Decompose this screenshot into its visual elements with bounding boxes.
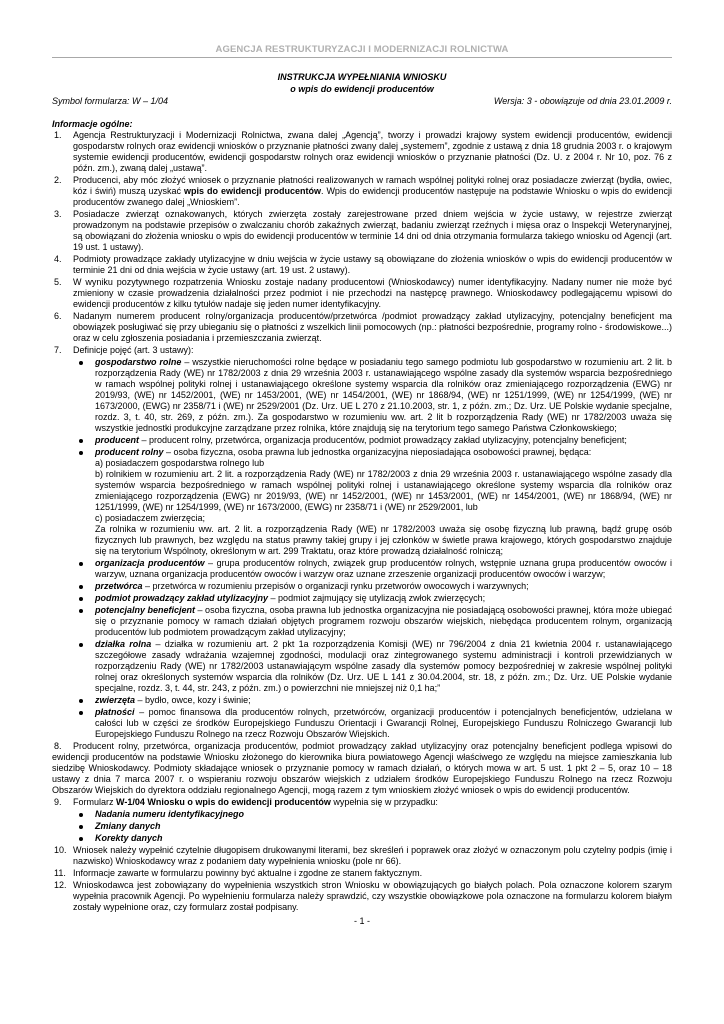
case-korekty-danych bbox=[52, 833, 672, 844]
definition-term: potencjalny beneficjent bbox=[95, 605, 196, 615]
definition-podmiot-utylizacyjny bbox=[52, 593, 672, 604]
definition-term: organizacja producentów bbox=[95, 558, 205, 568]
item-number: 8. bbox=[54, 741, 62, 751]
definition-term: gospodarstwo rolne bbox=[95, 357, 182, 367]
item-text: wypełnia się w przypadku: bbox=[330, 797, 438, 807]
bullet-icon bbox=[79, 451, 83, 455]
definition-term: płatności bbox=[95, 707, 135, 717]
list-item-10 bbox=[52, 845, 672, 867]
definition-potencjalny-beneficjent bbox=[52, 605, 672, 638]
form-meta-row bbox=[52, 96, 672, 107]
case-label: Zmiany danych bbox=[95, 821, 161, 831]
definition-subpoint-a: a) posiadaczem gospodarstwa rolnego lub bbox=[95, 458, 265, 468]
definition-text: – bydło, owce, kozy i świnie; bbox=[135, 695, 251, 705]
bullet-icon bbox=[79, 585, 83, 589]
item-text: Nadanym numerem producent rolny/organizacja producentów/przetwórca /podmiot prowadzący zakład utylizacyjny, potencjalny beneficjent ma obowiązek posługiwać się przy ubieganiu się o płatności z wszelkich linii pomocowych (np.: płatności bezpośrednie, programy rolno - środowiskowe...) oraz w celu zgłoszenia posiadania i przemieszczania zwierząt. bbox=[73, 311, 672, 343]
definition-producent-rolny bbox=[52, 447, 672, 557]
definition-text: – osoba fizyczna, osoba prawna lub jednostka organizacyjna nie posiadającą osobowości prawnej, która może ubiegać się o przyznanie pomocy w ramach działań objętych programem rozwoju obszarów wiejskich, niebędąca producentem rolnym, organizacją producentów lub podmiotem prowadzącym zakład utylizacyjny; bbox=[95, 605, 672, 637]
bullet-icon bbox=[79, 699, 83, 703]
definition-term: zwierzęta bbox=[95, 695, 136, 705]
list-item-4 bbox=[52, 254, 672, 276]
item-number: 7. bbox=[54, 345, 62, 355]
document-title: INSTRUKCJA WYPEŁNIANIA WNIOSKU bbox=[277, 72, 447, 82]
bullet-icon bbox=[79, 597, 83, 601]
case-label: Korekty danych bbox=[95, 833, 163, 843]
item-text: W wyniku pozytywnego rozpatrzenia Wniosku zostaje nadany producentowi (Wnioskodawcy) numer identyfikacyjny. Nadany numer nie może być zmieniony w czasie prowadzenia działalności przez podmiot i nie przechodzi na następcę prawnego. Wnioskodawcy podlegającemu wpisowi do ewidencji producentów z kilku tytułów nadaje się jeden numer identyfikacyjny. bbox=[73, 277, 672, 309]
definition-text: – wszystkie nieruchomości rolne będące w posiadaniu tego samego podmiotu lub gospodarstwo w rozumieniu art. 2 lit. b rozporządzenia Rady (WE) nr 1782/2003 z dnia 29 września 2003 r. ustanawiającego wspólne zasady dla systemów wsparcia bezpośredniego w ramach wspólnej polityki rolnej i ustanawiającego określone systemy wsparcia dla rolników oraz zmieniającego rozporządzenia (EWG) nr 2019/93, (WE) nr 1452/2001, (WE) nr 1453/2001, (WE) nr 1454/2001, (WE) nr 1868/94, (WE) nr 1251/1999, (WE) nr 1254/1999, (WE) nr 1673/2000, (EWG) nr 2358/71 i (WE) nr 2529/2001 (Dz. Urz. UE L 270 z 21.10.2003, str. 1, z późn. zm.; Dz. Urz. UE Polskie wydanie specjalne, rozdz. 3, t. 40, str. 269, z późn. zm.). Za gospodarstwo w rozumieniu ww. art. 2 lit b rozporządzenia Rady (WE) nr 1782/2003 uważa się wszystkie jednostki produkcyjne zarządzane przez rolnika, które znajdują się na terytorium tego samego Państwa Członkowskiego; bbox=[95, 357, 672, 433]
definition-producent bbox=[52, 435, 672, 446]
item-number: 1. bbox=[54, 130, 62, 140]
item-text: Agencja Restrukturyzacji i Modernizacji Rolnictwa, zwana dalej „Agencją”, tworzy i prowadzi krajowy system ewidencji producentów, ewidencji gospodarstw rolnych oraz ewidencji wniosków o przyznanie płatności zwany dalej „systemem”, zgodnie z ustawą z dnia 18 grudnia 2003 r. o krajowym systemie ewidencji producentów, ewidencji gospodarstw rolnych oraz ewidencji wniosków o przyznanie płatności (Dz. U. z 2004 r. Nr 10, poz. 76 z późn. zm.), zwaną dalej „ustawą”. bbox=[73, 130, 672, 173]
definition-subpoint-b: b) rolnikiem w rozumieniu art. 2 lit. a rozporządzenia Rady (WE) nr 1782/2003 z dnia 29 września 2003 r. ustanawiającego wspólne zasady dla systemów wsparcia bezpośredniego w ramach wspólnej polityki rolnej i ustanawiającego określone systemy wsparcia dla rolników oraz zmieniającego rozporządzenia (EWG) nr 2019/93, (WE) nr 1452/2001, (WE) nr 1453/2001, (WE) nr 1454/2001, (WE) nr 1868/94, (WE) nr 1251/1999, (WE) nr 1254/1999, (WE) nr 1673/2000, (EWG) nr 2358/71 i (WE) nr 2529/2001, lub bbox=[95, 469, 672, 512]
bullet-icon bbox=[79, 609, 83, 613]
item-text-bold: W-1/04 Wniosku o wpis do ewidencji producentów bbox=[116, 797, 331, 807]
item-number: 12. bbox=[54, 880, 67, 890]
document-body bbox=[52, 119, 672, 927]
definition-subpoint-c: c) posiadaczem zwierzęcia; bbox=[95, 513, 206, 523]
list-item-11 bbox=[52, 868, 672, 879]
definition-term: działka rolna bbox=[95, 639, 152, 649]
definition-text: – producent rolny, przetwórca, organizacja producentów, podmiot prowadzący zakład utylizacyjny, potencjalny beneficjent; bbox=[139, 435, 627, 445]
definition-dzialka-rolna bbox=[52, 639, 672, 694]
definition-platnosci bbox=[52, 707, 672, 740]
definition-przetworca bbox=[52, 581, 672, 592]
item-text: Producenci, aby móc złożyć wniosek o przyznanie płatności realizowanych w ramach wspólnej polityki rolnej oraz posiadacze zwierząt (bydła, owiec, kóz i świń) muszą uzyskać bbox=[73, 175, 672, 196]
item-text: Definicje pojęć (art. 3 ustawy): bbox=[73, 345, 194, 355]
definition-term: podmiot prowadzący zakład utylizacyjny bbox=[95, 593, 269, 603]
definition-term: przetwórca bbox=[95, 581, 143, 591]
item-number: 3. bbox=[54, 209, 62, 219]
bullet-icon bbox=[79, 825, 83, 829]
bullet-icon bbox=[79, 837, 83, 841]
item-number: 6. bbox=[54, 311, 62, 321]
item-text: Posiadacze zwierząt oznakowanych, których zwierzęta zostały zarejestrowane przed dniem wejścia w życie ustawy, w rejestrze zwierząt prowadzonym na podstawie przepisów o zwalczaniu chorób zakaźnych zwierząt, badaniu zwierząt rzeźnych i mięsa oraz o Inspekcji Weterynaryjnej, są obowiązani do złożenia wniosku o wpis do ewidencji producentów w terminie 14 dni od dnia otrzymania formularza takiego wniosku od Agencji (art. 19 ust. 1 ustawy). bbox=[73, 209, 672, 252]
item-number: 10. bbox=[54, 845, 67, 855]
item-number: 4. bbox=[54, 254, 62, 264]
list-item-7 bbox=[52, 345, 672, 356]
item-text: . Wpis do ewidencji producentów następuje na podstawie Wniosku o wpis do ewidencji producentów zwanego dalej „Wnioskiem”. bbox=[73, 186, 672, 207]
list-item-12 bbox=[52, 880, 672, 913]
list-item-1 bbox=[52, 130, 672, 174]
header-rule bbox=[52, 57, 672, 58]
list-item-3 bbox=[52, 209, 672, 253]
definition-gospodarstwo-rolne bbox=[52, 357, 672, 434]
definition-text: – pomoc finansowa dla producentów rolnych, przetwórców, organizacji producentów i potencjalnych beneficjentów, udzielana w całości lub w części ze środków Europejskiego Funduszu Orientacji i Gwarancji Rolnej, Europejskiego Funduszu Rolniczego Gwarancji lub Europejskiego Funduszu Rolnego na rzecz Rozwoju Obszarów Wiejskich. bbox=[95, 707, 672, 739]
definition-text: – podmiot zajmujący się utylizacją zwłok zwierzęcych; bbox=[268, 593, 486, 603]
list-item-9 bbox=[52, 797, 672, 808]
definition-text: – działka w rozumieniu art. 2 pkt 1a rozporządzenia Komisji (WE) nr 796/2004 z dnia 21 kwietnia 2004 r. ustanawiającego szczegółowe zasady wdrażania wzajemnej zgodności, modulacji oraz zintegrowanego systemu administracji i kontroli przewidzianych w rozporządzeniu Rady (WE) nr 1782/2003 ustanawiającym wspólne zasady dla systemów pomocy bezpośredniej w zakresie wspólnej polityki rolnej oraz określonych systemów wsparcia dla rolników (Dz. Urz. UE L 141 z 30.04.2004, str. 18, z późn. zm.; Dz. Urz. UE Polskie wydanie specjalne, rozdz. 3, t. 44, str. 243, z późn. zm.) o powierzchni nie mniejszej niż 0,1 ha;” bbox=[95, 639, 672, 693]
definition-zwierzeta bbox=[52, 695, 672, 706]
definition-organizacja-producentow bbox=[52, 558, 672, 580]
form-symbol: Symbol formularza: W – 1/04 bbox=[52, 96, 169, 106]
item-number: 2. bbox=[54, 175, 62, 185]
case-nadania-numeru bbox=[52, 809, 672, 820]
bullet-icon bbox=[79, 813, 83, 817]
definition-note: Za rolnika w rozumieniu ww. art. 2 lit. a rozporządzenia Rady (WE) nr 1782/2003 uważa się osobę fizyczną lub prawną, bądź grupę osób fizycznych lub prawnych, bez względu na status prawny takiej grupy i jej członków w świetle prawa krajowego, których gospodarstwo znajduje się na terytorium Wspólnoty, określonym w art. 299 Traktatu, oraz które prowadzą działalność rolniczą; bbox=[95, 524, 672, 556]
item-text: Wnioskodawca jest zobowiązany do wypełnienia wszystkich stron Wniosku w obowiązujących go białych polach. Pola oznaczone kolorem szarym wypełnia pracownik Agencji. Po wypełnieniu formularza należy sprawdzić, czy wszystkie obowiązkowe pola oznaczone na formularzu kolorem białym zostały wypełnione oraz, czy formularz został podpisany. bbox=[73, 880, 672, 912]
list-item-6 bbox=[52, 311, 672, 344]
document-subtitle: o wpis do ewidencji producentów bbox=[290, 84, 434, 94]
item-text: Wniosek należy wypełnić czytelnie długopisem drukowanymi literami, bez skreśleń i poprawek oraz złożyć w oznaczonym polu czytelny podpis (imię i nazwisko) Wnioskodawcy wraz z podaniem daty wypełnienia wniosku (pole nr 66). bbox=[73, 845, 672, 866]
bullet-icon bbox=[79, 711, 83, 715]
case-label: Nadania numeru identyfikacyjnego bbox=[95, 809, 245, 819]
definition-term: producent bbox=[95, 435, 139, 445]
bullet-icon bbox=[79, 643, 83, 647]
item-text: Formularz bbox=[73, 797, 117, 807]
bullet-icon bbox=[79, 439, 83, 443]
definition-text: – osoba fizyczna, osoba prawna lub jednostka organizacyjna nieposiadająca osobowości prawnej, będąca: bbox=[163, 447, 592, 457]
definition-term: producent rolny bbox=[95, 447, 164, 457]
section-heading: Informacje ogólne: bbox=[52, 119, 133, 129]
agency-running-header: AGENCJA RESTRUKTURYZACJI I MODERNIZACJI ROLNICTWA bbox=[215, 44, 509, 55]
item-number: 9. bbox=[54, 797, 62, 807]
list-item-5 bbox=[52, 277, 672, 310]
item-number: 11. bbox=[54, 868, 66, 878]
item-number: 5. bbox=[54, 277, 62, 287]
definition-text: – przetwórca w rozumieniu przepisów o organizacji rynku przetworów owocowych i warzywnych; bbox=[142, 581, 529, 591]
list-item-2 bbox=[52, 175, 672, 208]
bullet-icon bbox=[79, 361, 83, 365]
item-text: Podmioty prowadzące zakłady utylizacyjne w dniu wejścia w życie ustawy są obowiązane do złożenia wniosków o wpis do ewidencji producentów w terminie 21 dni od dnia wejścia w życie ustawy (art. 19 ust. 2 ustawy). bbox=[73, 254, 672, 275]
form-version: Wersja: 3 - obowiązuje od dnia 23.01.2009 r. bbox=[493, 96, 672, 106]
item-text-bold: wpis do ewidencji producentów bbox=[183, 186, 321, 196]
case-zmiany-danych bbox=[52, 821, 672, 832]
list-item-8 bbox=[52, 741, 672, 796]
definition-text: – grupa producentów rolnych, związek grup producentów rolnych, wstępnie uznana grupa producentów owoców i warzyw, uznana organizacja producentów owoców i warzyw oraz uznane zrzeszenie organizacji producentów owoców i warzyw; bbox=[95, 558, 673, 579]
item-text: Producent rolny, przetwórca, organizacja producentów, podmiot prowadzący zakład utylizacyjny oraz potencjalny beneficjent podlega wpisowi do ewidencji producentów na podstawie Wniosku złożonego do kierownika biura powiatowego Agencji właściwego ze względu na miejsce zamieszkania lub siedzibę Wnioskodawcy. Podmioty składające wniosek o przyznanie pomocy w ramach działań, o których mowa w art. 5 ust. 1 pkt 2 – 5, oraz 10 – 18 ustawy z dnia 7 marca 2007 r. o wspieraniu rozwoju obszarów wiejskich z udziałem środków Europejskiego Funduszu Rolnego na rzecz Rozwoju Obszarów Wiejskich do dyrektora oddziału regionalnego Agencji, mogą razem z tym wnioskiem złożyć wniosek o wpis do ewidencji producentów. bbox=[52, 741, 672, 795]
item-text: Informacje zawarte w formularzu powinny być aktualne i zgodne ze stanem faktycznym. bbox=[73, 868, 423, 878]
bullet-icon bbox=[79, 562, 83, 566]
page-number: - 1 - bbox=[353, 916, 370, 926]
